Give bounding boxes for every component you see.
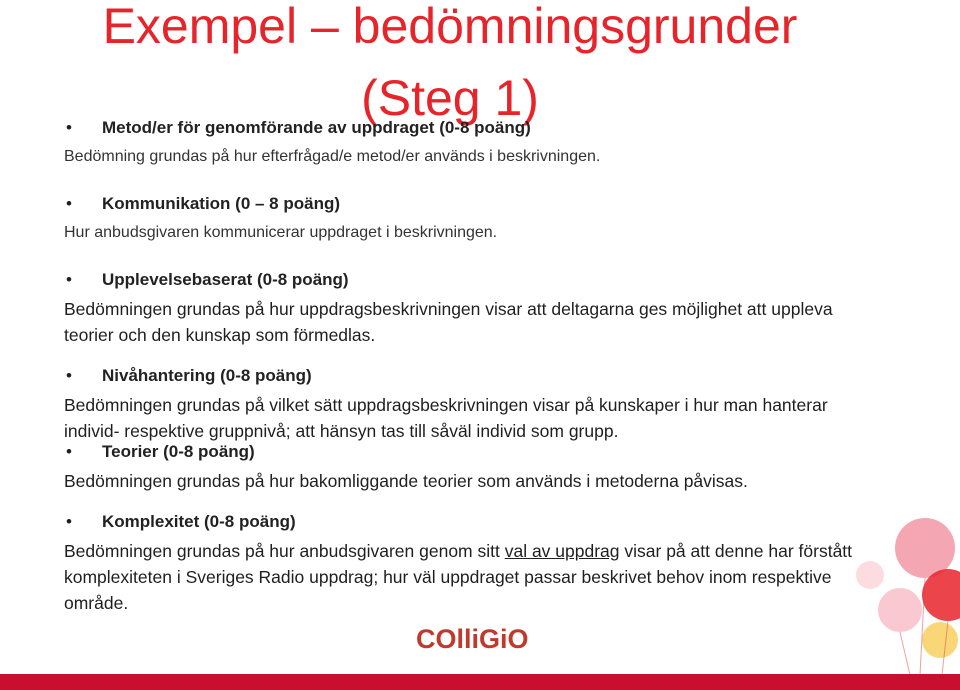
list-item-komplexitet [64,512,854,616]
balloon-decoration-icon [830,500,960,675]
bullet-icon: • [66,512,72,531]
list-item-upplevelse [64,270,854,348]
bullet-icon: • [66,118,72,137]
underlined-phrase: val av uppdrag [504,541,620,561]
list-item-metod [64,118,854,170]
footer-bar [0,674,960,690]
item-heading: Nivåhantering (0-8 poäng) [102,366,312,385]
item-description: Bedömning grundas på hur efterfrågad/e metod/er används i beskrivningen. [64,148,601,165]
slide-title-line1: Exempel – bedömningsgrunder [102,0,798,54]
list-item-kommunikation [64,194,854,246]
item-description [64,538,854,616]
item-heading: Komplexitet (0-8 poäng) [102,512,296,531]
bullet-icon: • [66,270,72,289]
item-heading: Kommunikation (0 – 8 poäng) [102,194,341,213]
item-description: Hur anbudsgivaren kommunicerar uppdraget i beskrivningen. [64,224,498,241]
item-description: Bedömningen grundas på vilket sätt uppdragsbeskrivningen visar på kunskaper i hur man hanterar individ- respektive gruppnivå; att hänsyn tas till såväl individ som grupp. [64,395,828,441]
desc-part: Bedömningen grundas på hur anbudsgivaren genom sitt [64,541,505,561]
slide-title-line2: (Steg 1) [361,70,539,126]
colligio-logo: COlliGiO [416,624,529,654]
bullet-icon: • [66,366,72,385]
list-item-nivahantering [64,366,854,444]
list-item-teorier [64,442,854,494]
item-heading: Metod/er för genomförande av uppdraget (0-8 poäng) [102,118,531,137]
item-description: Bedömningen grundas på hur bakomliggande teorier som används i metoderna påvisas. [64,471,748,491]
bullet-icon: • [66,442,72,461]
item-heading: Upplevelsebaserat (0-8 poäng) [102,270,349,289]
desc-part: visar på att denne har förstått komplexiteten i Sveriges Radio uppdrag; hur väl uppdraget passar beskrivet behov inom respektive område. [64,541,853,613]
bullet-icon: • [66,194,72,213]
item-description: Bedömningen grundas på hur uppdragsbeskrivningen visar att deltagarna ges möjlighet att uppleva teorier och den kunskap som förmedlas. [64,299,833,345]
item-heading: Teorier (0-8 poäng) [102,442,255,461]
